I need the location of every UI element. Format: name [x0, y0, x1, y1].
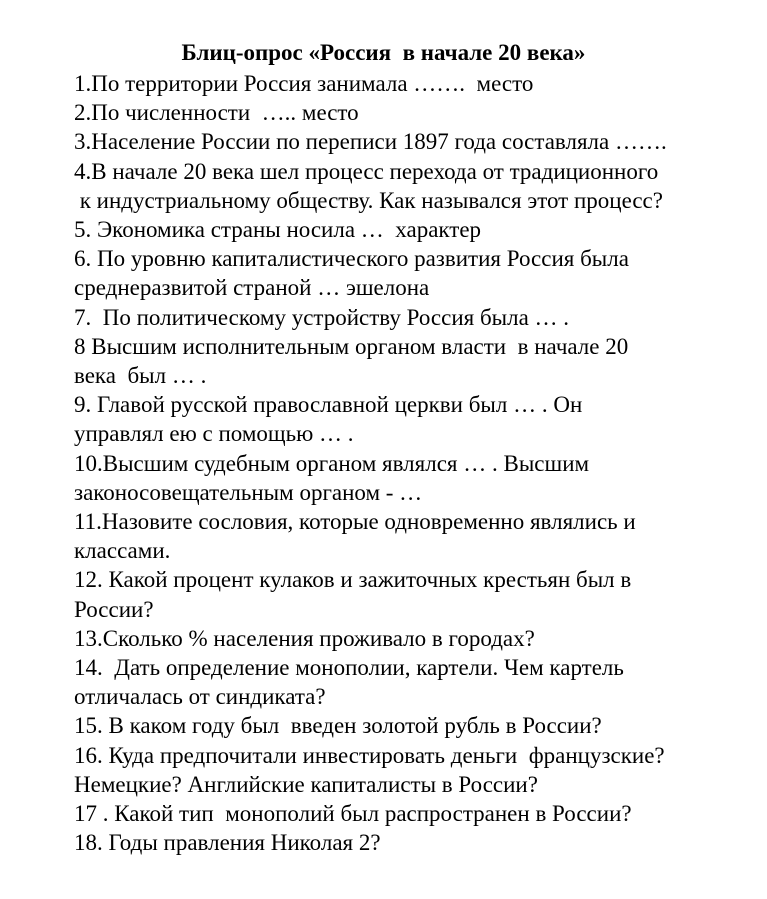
- question-line: 7. По политическому устройству Россия была … .: [74, 304, 570, 330]
- question-line: 16. Куда предпочитали инвестировать деньги французские?: [74, 742, 665, 768]
- question-line: 1.По территории Россия занимала ……. место: [74, 71, 534, 96]
- question-line: к индустриальному обществу. Как назывался этот процесс?: [74, 187, 663, 213]
- question-line: 14. Дать определение монополии, картели. Чем картель: [74, 655, 624, 681]
- question-line: века был … .: [74, 363, 207, 389]
- question-line: классами.: [74, 538, 171, 564]
- page-title: Блиц-опрос «Россия в начале 20 века»: [181, 40, 586, 65]
- question-line: 12. Какой процент кулаков и зажиточных крестьян был в: [74, 567, 632, 593]
- question-line: 6. По уровню капиталистического развития Россия была: [74, 246, 629, 272]
- question-line: 3.Население России по переписи 1897 года составляла …….: [74, 129, 667, 155]
- question-line: 15. В каком году был введен золотой рубль в России?: [74, 713, 602, 739]
- question-line: России?: [74, 596, 154, 622]
- question-line: 10.Высшим судебным органом являлся … . Высшим: [74, 450, 590, 476]
- question-line: управлял ею с помощью … .: [74, 421, 354, 447]
- question-line: 5. Экономика страны носила … характер: [74, 217, 482, 243]
- question-list: [74, 69, 764, 857]
- question-line: 8 Высшим исполнительным органом власти в начале 20: [74, 333, 629, 359]
- question-line: Немецкие? Английские капиталисты в России?: [74, 771, 538, 797]
- question-line: 18. Годы правления Николая 2?: [74, 830, 381, 856]
- question-line: 9. Главой русской православной церкви был … . Он: [74, 392, 583, 418]
- question-line: 17 . Какой тип монополий был распространен в России?: [74, 801, 632, 827]
- question-line: отличалась от синдиката?: [74, 684, 326, 710]
- question-line: 4.В начале 20 века шел процесс перехода от традиционного: [74, 158, 659, 184]
- question-line: 2.По численности ….. место: [74, 100, 359, 126]
- question-line: 13.Сколько % населения проживало в городах?: [74, 625, 535, 651]
- question-line: 11.Назовите сословия, которые одновременно являлись и: [74, 509, 636, 535]
- question-line: законосовещательным органом - …: [74, 479, 423, 505]
- question-line: среднеразвитой страной … эшелона: [74, 275, 430, 301]
